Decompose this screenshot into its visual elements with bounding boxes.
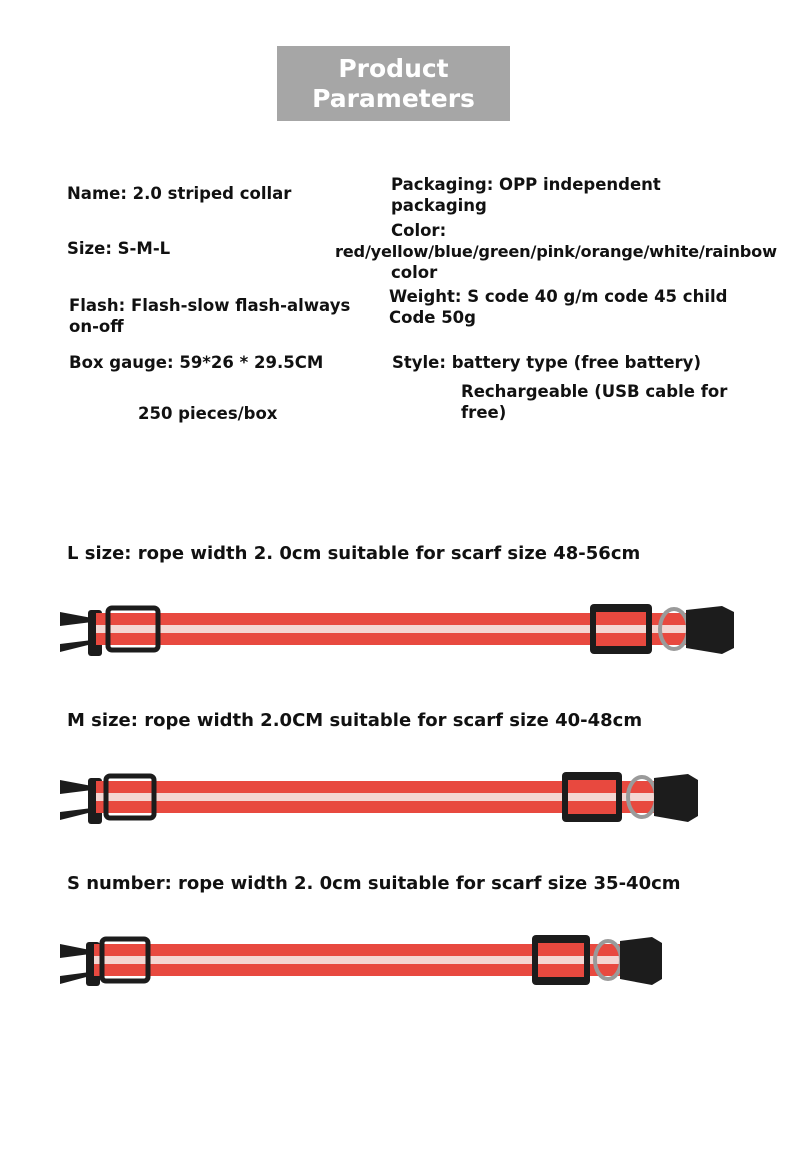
collar-left-clip [60,778,102,824]
param-packaging: Packaging: OPP independent packaging [391,175,661,215]
collar-image-l [0,600,790,660]
param-box-gauge: Box gauge: 59*26 * 29.5CM [69,353,324,372]
param-size: Size: S-M-L [67,239,171,258]
param-weight: Weight: S code 40 g/m code 45 child Code 50g [389,287,728,327]
collar-image-s [0,932,790,992]
collar-buckle [620,937,662,985]
collar-buckle [654,774,698,822]
product-parameters-title [277,46,510,121]
size-heading-m: M size: rope width 2.0CM suitable for scarf size 40-48cm [67,710,643,731]
param-color-values: red/yellow/blue/green/pink/orange/white/rainbow [335,242,777,261]
size-heading-s: S number: rope width 2. 0cm suitable for scarf size 35-40cm [67,873,681,894]
title-line-2: Parameters [312,83,475,113]
param-style: Style: battery type (free battery) [392,353,701,372]
size-heading-l: L size: rope width 2. 0cm suitable for scarf size 48-56cm [67,543,641,564]
collar-left-clip [60,610,102,656]
collar-image-m [0,768,790,828]
param-color-suffix: color [391,263,438,282]
param-rechargeable: Rechargeable (USB cable for free) [461,382,728,422]
param-pieces: 250 pieces/box [138,404,278,423]
param-flash: Flash: Flash-slow flash-always on-off [69,296,351,336]
collar-buckle [686,606,734,654]
param-color-label: Color: [391,221,447,240]
param-name: Name: 2.0 striped collar [67,184,292,203]
title-line-1: Product [338,53,449,83]
